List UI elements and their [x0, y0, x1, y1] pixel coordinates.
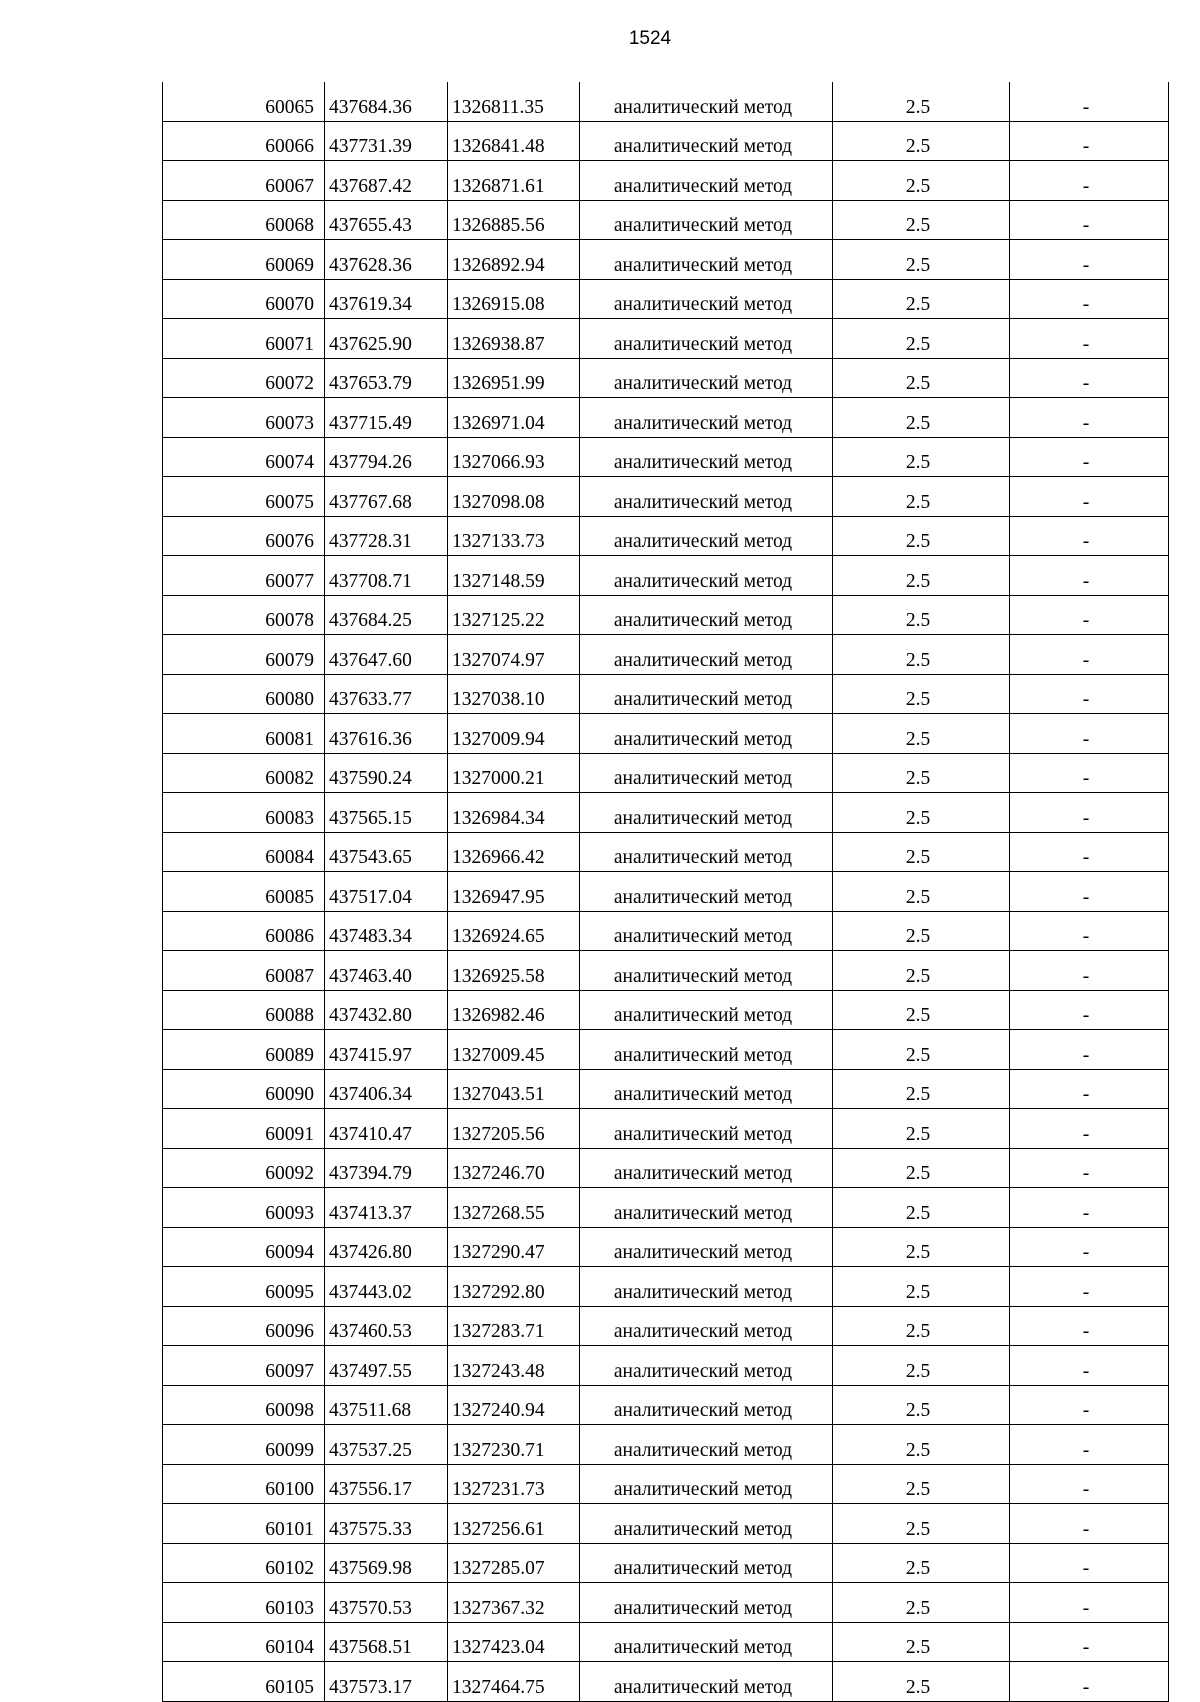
x-coordinate-cell: 437511.68: [325, 1385, 448, 1425]
note-cell: -: [1010, 753, 1169, 793]
method-cell: аналитический метод: [580, 1622, 833, 1662]
method-cell: аналитический метод: [580, 398, 833, 438]
table-row: [163, 437, 1169, 477]
x-coordinate-cell: 437406.34: [325, 1069, 448, 1109]
note-cell: -: [1010, 872, 1169, 912]
y-coordinate-cell: 1327038.10: [448, 674, 580, 714]
x-coordinate-cell: 437767.68: [325, 477, 448, 517]
table-row: [163, 1662, 1169, 1702]
method-cell: аналитический метод: [580, 595, 833, 635]
note-cell: -: [1010, 1622, 1169, 1662]
method-cell: аналитический метод: [580, 1267, 833, 1307]
method-cell: аналитический метод: [580, 240, 833, 280]
note-cell: -: [1010, 1267, 1169, 1307]
method-cell: аналитический метод: [580, 832, 833, 872]
method-cell: аналитический метод: [580, 1662, 833, 1702]
note-cell: -: [1010, 161, 1169, 201]
x-coordinate-cell: 437731.39: [325, 121, 448, 161]
method-cell: аналитический метод: [580, 674, 833, 714]
value-cell: 2.5: [833, 279, 1010, 319]
method-cell: аналитический метод: [580, 1543, 833, 1583]
y-coordinate-cell: 1326951.99: [448, 358, 580, 398]
table-row: [163, 714, 1169, 754]
table-row: [163, 753, 1169, 793]
method-cell: аналитический метод: [580, 1148, 833, 1188]
table-row: [163, 200, 1169, 240]
value-cell: 2.5: [833, 911, 1010, 951]
x-coordinate-cell: 437653.79: [325, 358, 448, 398]
point-id-cell: 60086: [163, 911, 325, 951]
note-cell: -: [1010, 516, 1169, 556]
table-row: [163, 358, 1169, 398]
point-id-cell: 60089: [163, 1030, 325, 1070]
point-id-cell: 60067: [163, 161, 325, 201]
method-cell: аналитический метод: [580, 1504, 833, 1544]
x-coordinate-cell: 437570.53: [325, 1583, 448, 1623]
y-coordinate-cell: 1326982.46: [448, 990, 580, 1030]
y-coordinate-cell: 1326871.61: [448, 161, 580, 201]
table-row: [163, 279, 1169, 319]
y-coordinate-cell: 1327230.71: [448, 1425, 580, 1465]
x-coordinate-cell: 437647.60: [325, 635, 448, 675]
point-id-cell: 60092: [163, 1148, 325, 1188]
table-row: [163, 1425, 1169, 1465]
point-id-cell: 60103: [163, 1583, 325, 1623]
x-coordinate-cell: 437432.80: [325, 990, 448, 1030]
point-id-cell: 60096: [163, 1306, 325, 1346]
table-row: [163, 1109, 1169, 1149]
point-id-cell: 60101: [163, 1504, 325, 1544]
table-row: [163, 990, 1169, 1030]
value-cell: 2.5: [833, 161, 1010, 201]
y-coordinate-cell: 1327243.48: [448, 1346, 580, 1386]
point-id-cell: 60069: [163, 240, 325, 280]
table-row: [163, 674, 1169, 714]
x-coordinate-cell: 437565.15: [325, 793, 448, 833]
table-row: [163, 161, 1169, 201]
value-cell: 2.5: [833, 1227, 1010, 1267]
note-cell: -: [1010, 1109, 1169, 1149]
table-row: [163, 1583, 1169, 1623]
x-coordinate-cell: 437410.47: [325, 1109, 448, 1149]
table-row: [163, 793, 1169, 833]
table-row: [163, 1306, 1169, 1346]
method-cell: аналитический метод: [580, 516, 833, 556]
table-row: [163, 556, 1169, 596]
y-coordinate-cell: 1326924.65: [448, 911, 580, 951]
point-id-cell: 60105: [163, 1662, 325, 1702]
note-cell: -: [1010, 1425, 1169, 1465]
table-row: [163, 635, 1169, 675]
x-coordinate-cell: 437794.26: [325, 437, 448, 477]
x-coordinate-cell: 437590.24: [325, 753, 448, 793]
method-cell: аналитический метод: [580, 319, 833, 359]
point-id-cell: 60081: [163, 714, 325, 754]
point-id-cell: 60071: [163, 319, 325, 359]
method-cell: аналитический метод: [580, 911, 833, 951]
method-cell: аналитический метод: [580, 714, 833, 754]
table-row: [163, 832, 1169, 872]
method-cell: аналитический метод: [580, 477, 833, 517]
method-cell: аналитический метод: [580, 1188, 833, 1228]
y-coordinate-cell: 1327074.97: [448, 635, 580, 675]
value-cell: 2.5: [833, 635, 1010, 675]
y-coordinate-cell: 1327464.75: [448, 1662, 580, 1702]
point-id-cell: 60082: [163, 753, 325, 793]
value-cell: 2.5: [833, 1346, 1010, 1386]
table-row: [163, 240, 1169, 280]
y-coordinate-cell: 1326811.35: [448, 82, 580, 121]
y-coordinate-cell: 1327098.08: [448, 477, 580, 517]
x-coordinate-cell: 437715.49: [325, 398, 448, 438]
value-cell: 2.5: [833, 240, 1010, 280]
x-coordinate-cell: 437575.33: [325, 1504, 448, 1544]
x-coordinate-cell: 437443.02: [325, 1267, 448, 1307]
point-id-cell: 60087: [163, 951, 325, 991]
y-coordinate-cell: 1327256.61: [448, 1504, 580, 1544]
value-cell: 2.5: [833, 1385, 1010, 1425]
table-row: [163, 1464, 1169, 1504]
point-id-cell: 60083: [163, 793, 325, 833]
y-coordinate-cell: 1326892.94: [448, 240, 580, 280]
value-cell: 2.5: [833, 556, 1010, 596]
note-cell: -: [1010, 1188, 1169, 1228]
x-coordinate-cell: 437628.36: [325, 240, 448, 280]
y-coordinate-cell: 1327292.80: [448, 1267, 580, 1307]
x-coordinate-cell: 437684.25: [325, 595, 448, 635]
note-cell: -: [1010, 240, 1169, 280]
y-coordinate-cell: 1326938.87: [448, 319, 580, 359]
note-cell: -: [1010, 1385, 1169, 1425]
note-cell: -: [1010, 200, 1169, 240]
x-coordinate-cell: 437415.97: [325, 1030, 448, 1070]
note-cell: -: [1010, 398, 1169, 438]
method-cell: аналитический метод: [580, 437, 833, 477]
y-coordinate-cell: 1327125.22: [448, 595, 580, 635]
y-coordinate-cell: 1327205.56: [448, 1109, 580, 1149]
point-id-cell: 60084: [163, 832, 325, 872]
y-coordinate-cell: 1327246.70: [448, 1148, 580, 1188]
point-id-cell: 60073: [163, 398, 325, 438]
table-body: [163, 82, 1169, 1701]
x-coordinate-cell: 437497.55: [325, 1346, 448, 1386]
point-id-cell: 60074: [163, 437, 325, 477]
table-row: [163, 1188, 1169, 1228]
y-coordinate-cell: 1326984.34: [448, 793, 580, 833]
note-cell: -: [1010, 595, 1169, 635]
table-row: [163, 1069, 1169, 1109]
value-cell: 2.5: [833, 714, 1010, 754]
value-cell: 2.5: [833, 872, 1010, 912]
note-cell: -: [1010, 1346, 1169, 1386]
note-cell: -: [1010, 1069, 1169, 1109]
table-row: [163, 477, 1169, 517]
x-coordinate-cell: 437483.34: [325, 911, 448, 951]
x-coordinate-cell: 437684.36: [325, 82, 448, 121]
note-cell: -: [1010, 1030, 1169, 1070]
point-id-cell: 60099: [163, 1425, 325, 1465]
point-id-cell: 60072: [163, 358, 325, 398]
method-cell: аналитический метод: [580, 1583, 833, 1623]
point-id-cell: 60068: [163, 200, 325, 240]
note-cell: -: [1010, 121, 1169, 161]
note-cell: -: [1010, 1583, 1169, 1623]
x-coordinate-cell: 437568.51: [325, 1622, 448, 1662]
note-cell: -: [1010, 1543, 1169, 1583]
y-coordinate-cell: 1326925.58: [448, 951, 580, 991]
note-cell: -: [1010, 437, 1169, 477]
value-cell: 2.5: [833, 951, 1010, 991]
note-cell: -: [1010, 911, 1169, 951]
method-cell: аналитический метод: [580, 1030, 833, 1070]
table-row: [163, 1622, 1169, 1662]
value-cell: 2.5: [833, 1464, 1010, 1504]
note-cell: -: [1010, 635, 1169, 675]
value-cell: 2.5: [833, 477, 1010, 517]
point-id-cell: 60093: [163, 1188, 325, 1228]
value-cell: 2.5: [833, 1306, 1010, 1346]
method-cell: аналитический метод: [580, 793, 833, 833]
table-row: [163, 595, 1169, 635]
x-coordinate-cell: 437655.43: [325, 200, 448, 240]
x-coordinate-cell: 437460.53: [325, 1306, 448, 1346]
value-cell: 2.5: [833, 121, 1010, 161]
y-coordinate-cell: 1327268.55: [448, 1188, 580, 1228]
note-cell: -: [1010, 793, 1169, 833]
x-coordinate-cell: 437625.90: [325, 319, 448, 359]
note-cell: -: [1010, 832, 1169, 872]
note-cell: -: [1010, 990, 1169, 1030]
value-cell: 2.5: [833, 595, 1010, 635]
x-coordinate-cell: 437556.17: [325, 1464, 448, 1504]
method-cell: аналитический метод: [580, 1227, 833, 1267]
note-cell: -: [1010, 1504, 1169, 1544]
value-cell: 2.5: [833, 1662, 1010, 1702]
note-cell: -: [1010, 1227, 1169, 1267]
y-coordinate-cell: 1327009.94: [448, 714, 580, 754]
table-row: [163, 911, 1169, 951]
table-row: [163, 872, 1169, 912]
point-id-cell: 60075: [163, 477, 325, 517]
y-coordinate-cell: 1326915.08: [448, 279, 580, 319]
y-coordinate-cell: 1326971.04: [448, 398, 580, 438]
point-id-cell: 60094: [163, 1227, 325, 1267]
point-id-cell: 60080: [163, 674, 325, 714]
note-cell: -: [1010, 82, 1169, 121]
x-coordinate-cell: 437619.34: [325, 279, 448, 319]
value-cell: 2.5: [833, 1030, 1010, 1070]
method-cell: аналитический метод: [580, 872, 833, 912]
method-cell: аналитический метод: [580, 951, 833, 991]
value-cell: 2.5: [833, 1267, 1010, 1307]
page-number: 1524: [628, 28, 672, 49]
method-cell: аналитический метод: [580, 161, 833, 201]
table-row: [163, 398, 1169, 438]
point-id-cell: 60076: [163, 516, 325, 556]
value-cell: 2.5: [833, 1188, 1010, 1228]
method-cell: аналитический метод: [580, 1069, 833, 1109]
note-cell: -: [1010, 674, 1169, 714]
point-id-cell: 60100: [163, 1464, 325, 1504]
y-coordinate-cell: 1327283.71: [448, 1306, 580, 1346]
value-cell: 2.5: [833, 437, 1010, 477]
table-row: [163, 1346, 1169, 1386]
table-row: [163, 1148, 1169, 1188]
table-row: [163, 82, 1169, 121]
point-id-cell: 60102: [163, 1543, 325, 1583]
y-coordinate-cell: 1327043.51: [448, 1069, 580, 1109]
value-cell: 2.5: [833, 1148, 1010, 1188]
method-cell: аналитический метод: [580, 1109, 833, 1149]
table-row: [163, 1504, 1169, 1544]
y-coordinate-cell: 1327000.21: [448, 753, 580, 793]
method-cell: аналитический метод: [580, 1425, 833, 1465]
table-row: [163, 951, 1169, 991]
point-id-cell: 60065: [163, 82, 325, 121]
note-cell: -: [1010, 1306, 1169, 1346]
point-id-cell: 60097: [163, 1346, 325, 1386]
value-cell: 2.5: [833, 793, 1010, 833]
point-id-cell: 60079: [163, 635, 325, 675]
x-coordinate-cell: 437394.79: [325, 1148, 448, 1188]
point-id-cell: 60085: [163, 872, 325, 912]
table-row: [163, 516, 1169, 556]
value-cell: 2.5: [833, 1109, 1010, 1149]
method-cell: аналитический метод: [580, 1464, 833, 1504]
value-cell: 2.5: [833, 1069, 1010, 1109]
y-coordinate-cell: 1326947.95: [448, 872, 580, 912]
y-coordinate-cell: 1327231.73: [448, 1464, 580, 1504]
value-cell: 2.5: [833, 358, 1010, 398]
method-cell: аналитический метод: [580, 1306, 833, 1346]
point-id-cell: 60091: [163, 1109, 325, 1149]
value-cell: 2.5: [833, 753, 1010, 793]
note-cell: -: [1010, 279, 1169, 319]
x-coordinate-cell: 437569.98: [325, 1543, 448, 1583]
method-cell: аналитический метод: [580, 753, 833, 793]
y-coordinate-cell: 1326841.48: [448, 121, 580, 161]
y-coordinate-cell: 1326966.42: [448, 832, 580, 872]
value-cell: 2.5: [833, 516, 1010, 556]
point-id-cell: 60090: [163, 1069, 325, 1109]
value-cell: 2.5: [833, 398, 1010, 438]
x-coordinate-cell: 437413.37: [325, 1188, 448, 1228]
y-coordinate-cell: 1327367.32: [448, 1583, 580, 1623]
note-cell: -: [1010, 714, 1169, 754]
x-coordinate-cell: 437708.71: [325, 556, 448, 596]
table-row: [163, 121, 1169, 161]
method-cell: аналитический метод: [580, 635, 833, 675]
x-coordinate-cell: 437543.65: [325, 832, 448, 872]
y-coordinate-cell: 1327133.73: [448, 516, 580, 556]
y-coordinate-cell: 1327066.93: [448, 437, 580, 477]
y-coordinate-cell: 1327148.59: [448, 556, 580, 596]
y-coordinate-cell: 1327285.07: [448, 1543, 580, 1583]
method-cell: аналитический метод: [580, 82, 833, 121]
y-coordinate-cell: 1327240.94: [448, 1385, 580, 1425]
value-cell: 2.5: [833, 1425, 1010, 1465]
method-cell: аналитический метод: [580, 279, 833, 319]
point-id-cell: 60088: [163, 990, 325, 1030]
table-row: [163, 1543, 1169, 1583]
y-coordinate-cell: 1327290.47: [448, 1227, 580, 1267]
value-cell: 2.5: [833, 990, 1010, 1030]
note-cell: -: [1010, 951, 1169, 991]
x-coordinate-cell: 437573.17: [325, 1662, 448, 1702]
method-cell: аналитический метод: [580, 200, 833, 240]
y-coordinate-cell: 1326885.56: [448, 200, 580, 240]
point-id-cell: 60104: [163, 1622, 325, 1662]
note-cell: -: [1010, 1148, 1169, 1188]
value-cell: 2.5: [833, 1543, 1010, 1583]
value-cell: 2.5: [833, 1504, 1010, 1544]
x-coordinate-cell: 437426.80: [325, 1227, 448, 1267]
table-row: [163, 1385, 1169, 1425]
method-cell: аналитический метод: [580, 556, 833, 596]
method-cell: аналитический метод: [580, 990, 833, 1030]
x-coordinate-cell: 437728.31: [325, 516, 448, 556]
note-cell: -: [1010, 1662, 1169, 1702]
point-id-cell: 60070: [163, 279, 325, 319]
y-coordinate-cell: 1327009.45: [448, 1030, 580, 1070]
x-coordinate-cell: 437537.25: [325, 1425, 448, 1465]
note-cell: -: [1010, 477, 1169, 517]
value-cell: 2.5: [833, 832, 1010, 872]
value-cell: 2.5: [833, 1622, 1010, 1662]
x-coordinate-cell: 437517.04: [325, 872, 448, 912]
method-cell: аналитический метод: [580, 1385, 833, 1425]
point-id-cell: 60098: [163, 1385, 325, 1425]
coordinates-table: [162, 82, 1169, 1702]
point-id-cell: 60095: [163, 1267, 325, 1307]
value-cell: 2.5: [833, 674, 1010, 714]
note-cell: -: [1010, 319, 1169, 359]
table-row: [163, 1030, 1169, 1070]
x-coordinate-cell: 437687.42: [325, 161, 448, 201]
point-id-cell: 60078: [163, 595, 325, 635]
table-row: [163, 319, 1169, 359]
table-row: [163, 1227, 1169, 1267]
note-cell: -: [1010, 556, 1169, 596]
x-coordinate-cell: 437633.77: [325, 674, 448, 714]
value-cell: 2.5: [833, 1583, 1010, 1623]
x-coordinate-cell: 437463.40: [325, 951, 448, 991]
point-id-cell: 60066: [163, 121, 325, 161]
point-id-cell: 60077: [163, 556, 325, 596]
note-cell: -: [1010, 1464, 1169, 1504]
value-cell: 2.5: [833, 319, 1010, 359]
method-cell: аналитический метод: [580, 358, 833, 398]
value-cell: 2.5: [833, 82, 1010, 121]
x-coordinate-cell: 437616.36: [325, 714, 448, 754]
y-coordinate-cell: 1327423.04: [448, 1622, 580, 1662]
value-cell: 2.5: [833, 200, 1010, 240]
table-row: [163, 1267, 1169, 1307]
note-cell: -: [1010, 358, 1169, 398]
method-cell: аналитический метод: [580, 121, 833, 161]
method-cell: аналитический метод: [580, 1346, 833, 1386]
